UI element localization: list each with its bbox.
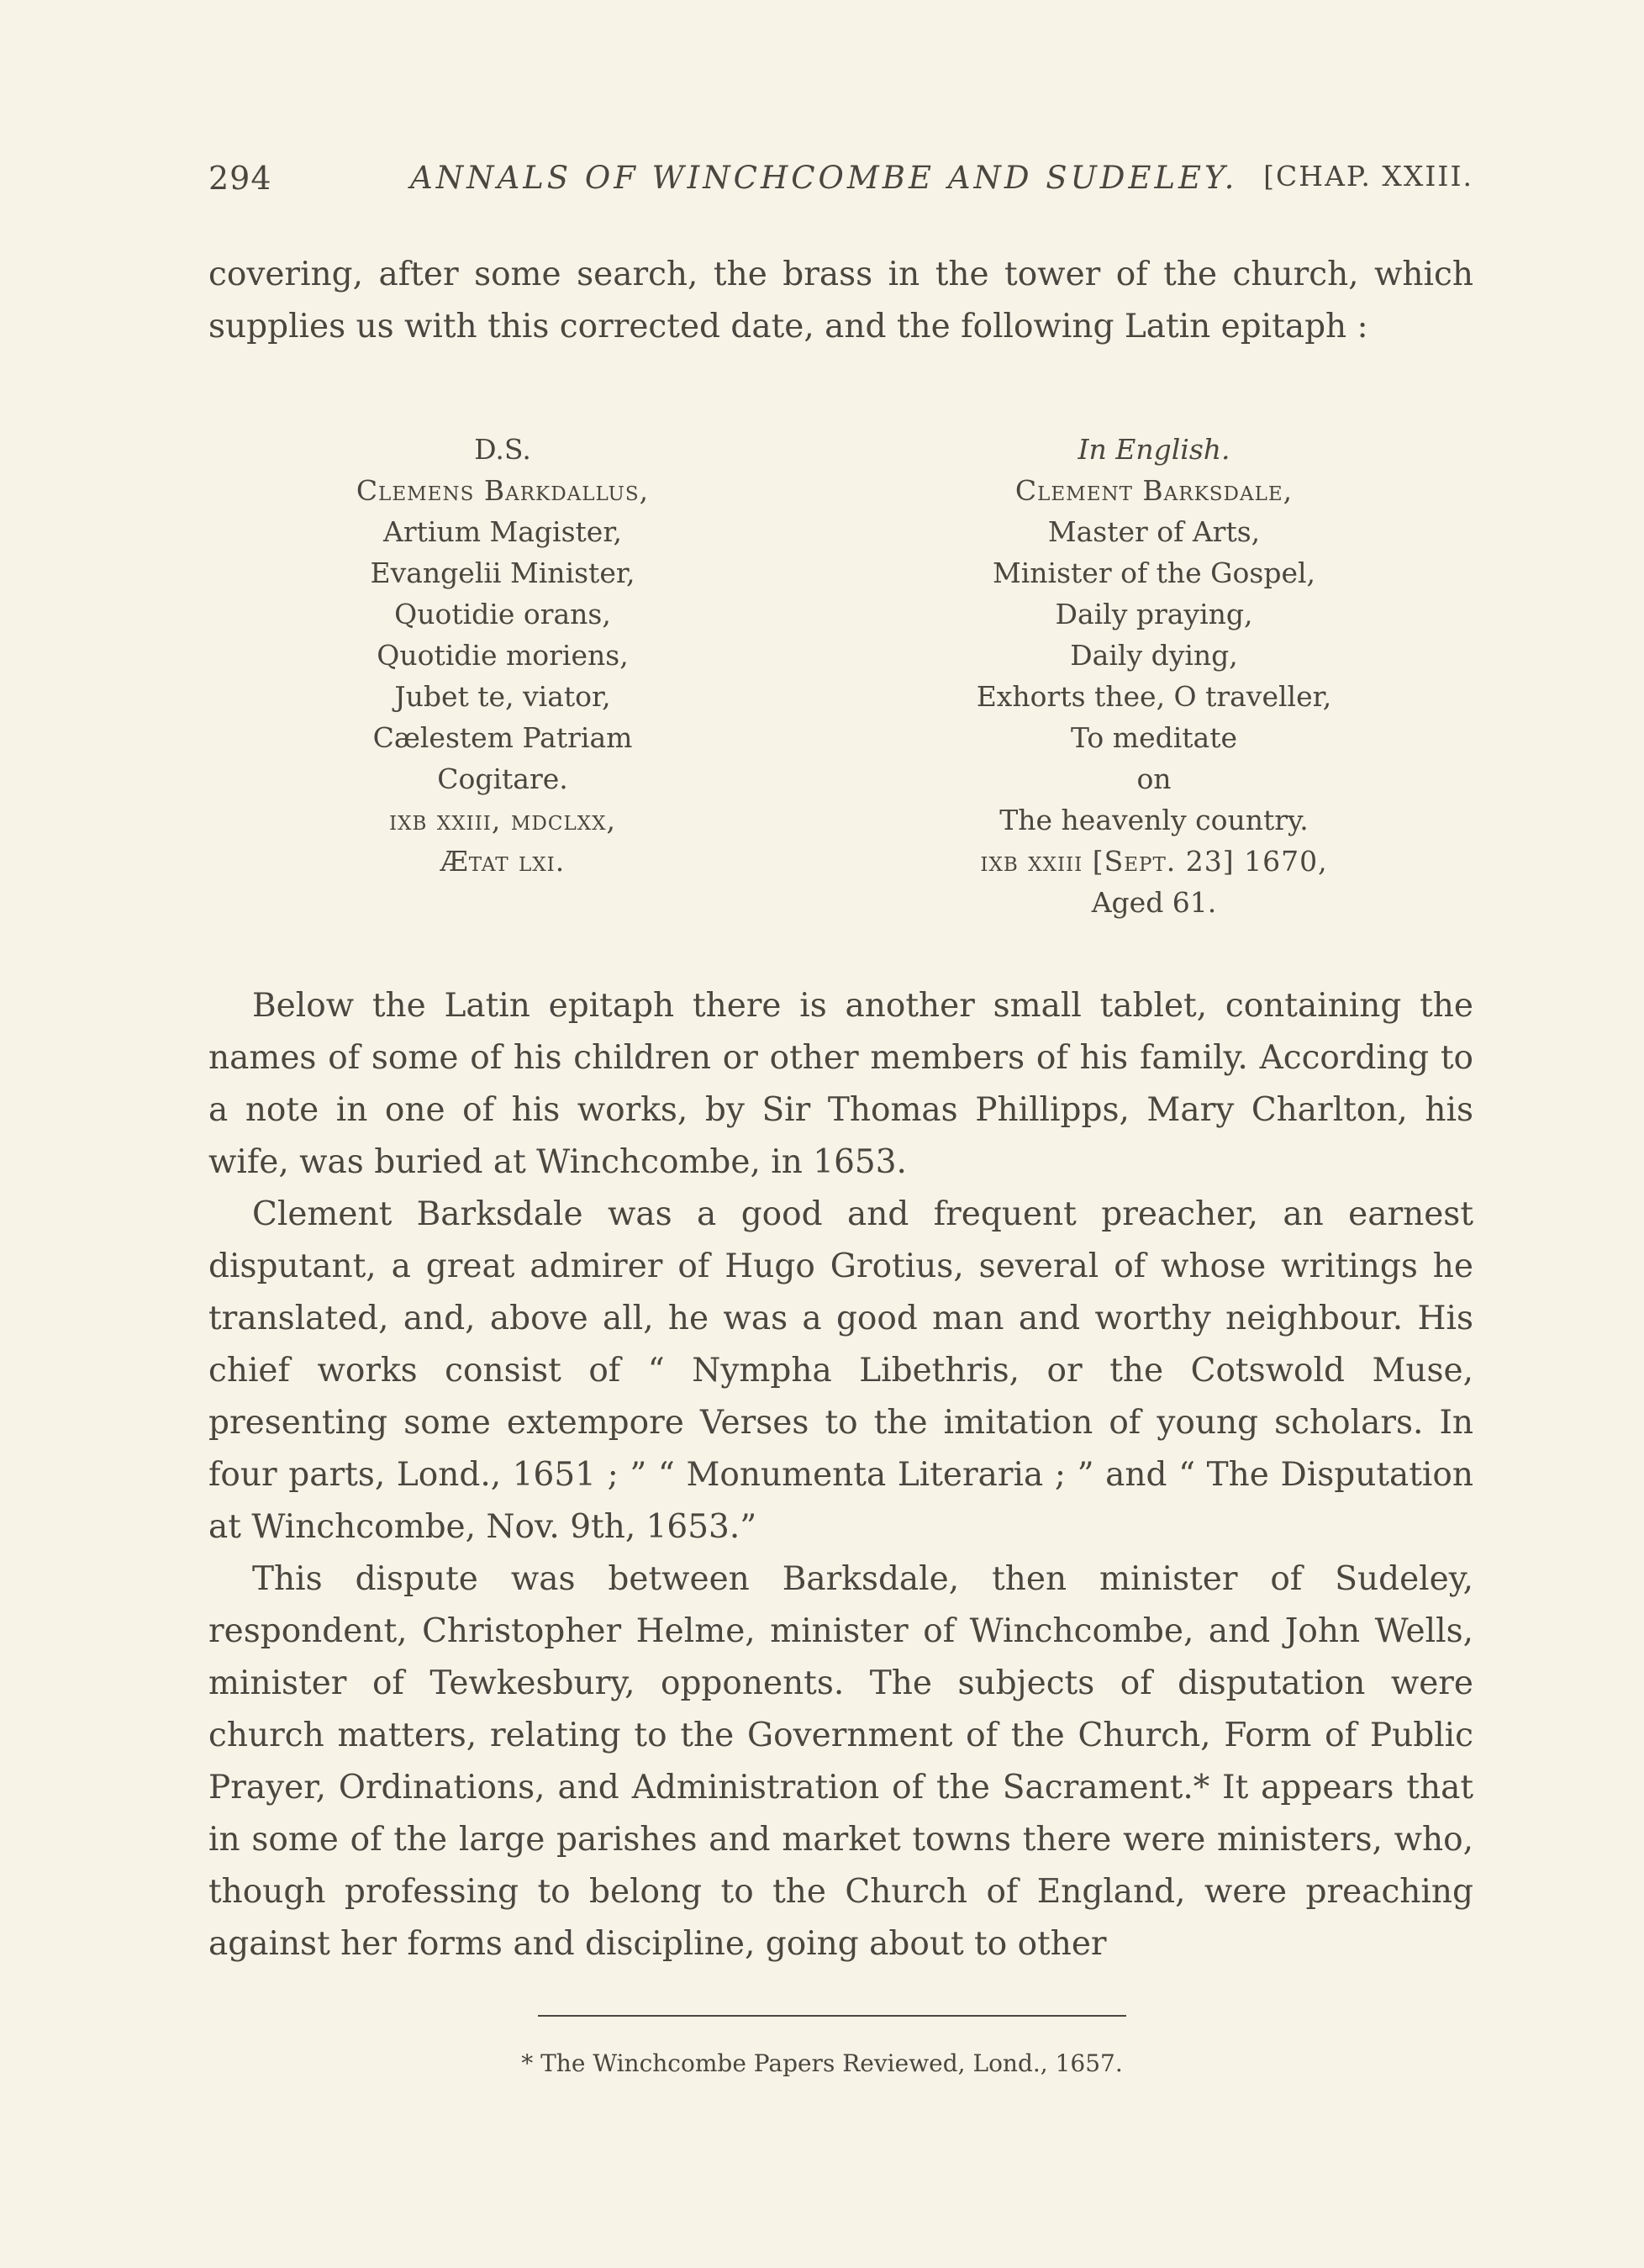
english-line: Daily dying, (1070, 639, 1238, 672)
latin-line: Ætat lxi. (440, 845, 566, 878)
latin-line: Quotidie moriens, (377, 639, 629, 672)
paragraph: Below the Latin epitaph there is another small tablet, containing the names of some of his children or other members of his family. According to a note in one of his works, by Sir Thomas Phillipps, Mary Charlton, his wife, was buried at Winchcombe, in 1653. (208, 987, 1473, 1181)
latin-line: Cogitare. (437, 762, 568, 795)
latin-line: Artium Magister, (383, 515, 622, 548)
latin-line: Quotidie orans, (394, 598, 611, 630)
latin-line: Cælestem Patriam (372, 721, 633, 754)
english-line: Minister of the Gospel, (992, 556, 1316, 589)
english-line: on (1136, 762, 1172, 795)
latin-line: Evangelii Minister, (370, 556, 635, 589)
english-line: Exhorts thee, O traveller, (976, 680, 1332, 713)
latin-line: Jubet te, viator, (394, 680, 611, 713)
english-heading: In English. (1078, 433, 1230, 466)
latin-line: ixb xxiii, mdclxx, (389, 804, 616, 836)
english-line: Clement Barksdale, (1014, 474, 1294, 507)
english-line: ixb xxiii [Sept. 23] 1670, (980, 845, 1328, 878)
main-text (208, 980, 1473, 1970)
running-title: ANNALS OF WINCHCOMBE AND SUDELEY. (410, 160, 1238, 196)
latin-line: D.S. (474, 433, 531, 466)
paragraph: Clement Barksdale was a good and frequent preacher, an earnest disputant, a great admirer of Hugo Grotius, several of whose writings he translated, and, above all, he was a good man and worthy neighbour. His chief works consist of “ Nympha Libethris, or the Cotswold Muse, presenting some extempore Verses to the imitation of young scholars. In four parts, Lond., 1651 ; ” “ Monumenta Literaria ; ” and “ The Disputation at Winchcombe, Nov. 9th, 1653.” (208, 1195, 1473, 1546)
intro-paragraph: covering, after some search, the brass in the tower of the church, which supplies us with this corrected date, and the following Latin epitaph : (208, 256, 1473, 345)
epitaph (208, 429, 1473, 933)
latin-line: Clemens Barkdallus, (356, 474, 650, 507)
english-line: Master of Arts, (1047, 515, 1261, 548)
english-epitaph (885, 429, 1423, 923)
running-head (208, 160, 1473, 202)
english-line: Aged 61. (1091, 886, 1217, 919)
latin-epitaph (234, 429, 772, 882)
paragraph: This dispute was between Barksdale, then minister of Sudeley, respondent, Christopher Helme, minister of Winchcombe, and John Wells, minister of Tewkesbury, opponents. The subjects of disputation were church matters, relating to the Government of the Church, Form of Public Prayer, Ordinations, and Administration of the Sacrament.* It appears that in some of the large parishes and market towns there were ministers, who, though professing to belong to the Church of England, were preaching against her forms and discipline, going about to other (208, 1560, 1473, 1963)
footnote: * The Winchcombe Papers Reviewed, Lond., 1657. (521, 2049, 1123, 2077)
footnote-divider (538, 2015, 1126, 2017)
english-line: Daily praying, (1055, 598, 1253, 630)
intro-text (208, 249, 1473, 353)
page-number: 294 (208, 160, 272, 197)
english-line: The heavenly country. (999, 804, 1309, 836)
english-line: To meditate (1070, 721, 1238, 754)
chapter-reference: [CHAP. XXIII. (1263, 160, 1473, 193)
